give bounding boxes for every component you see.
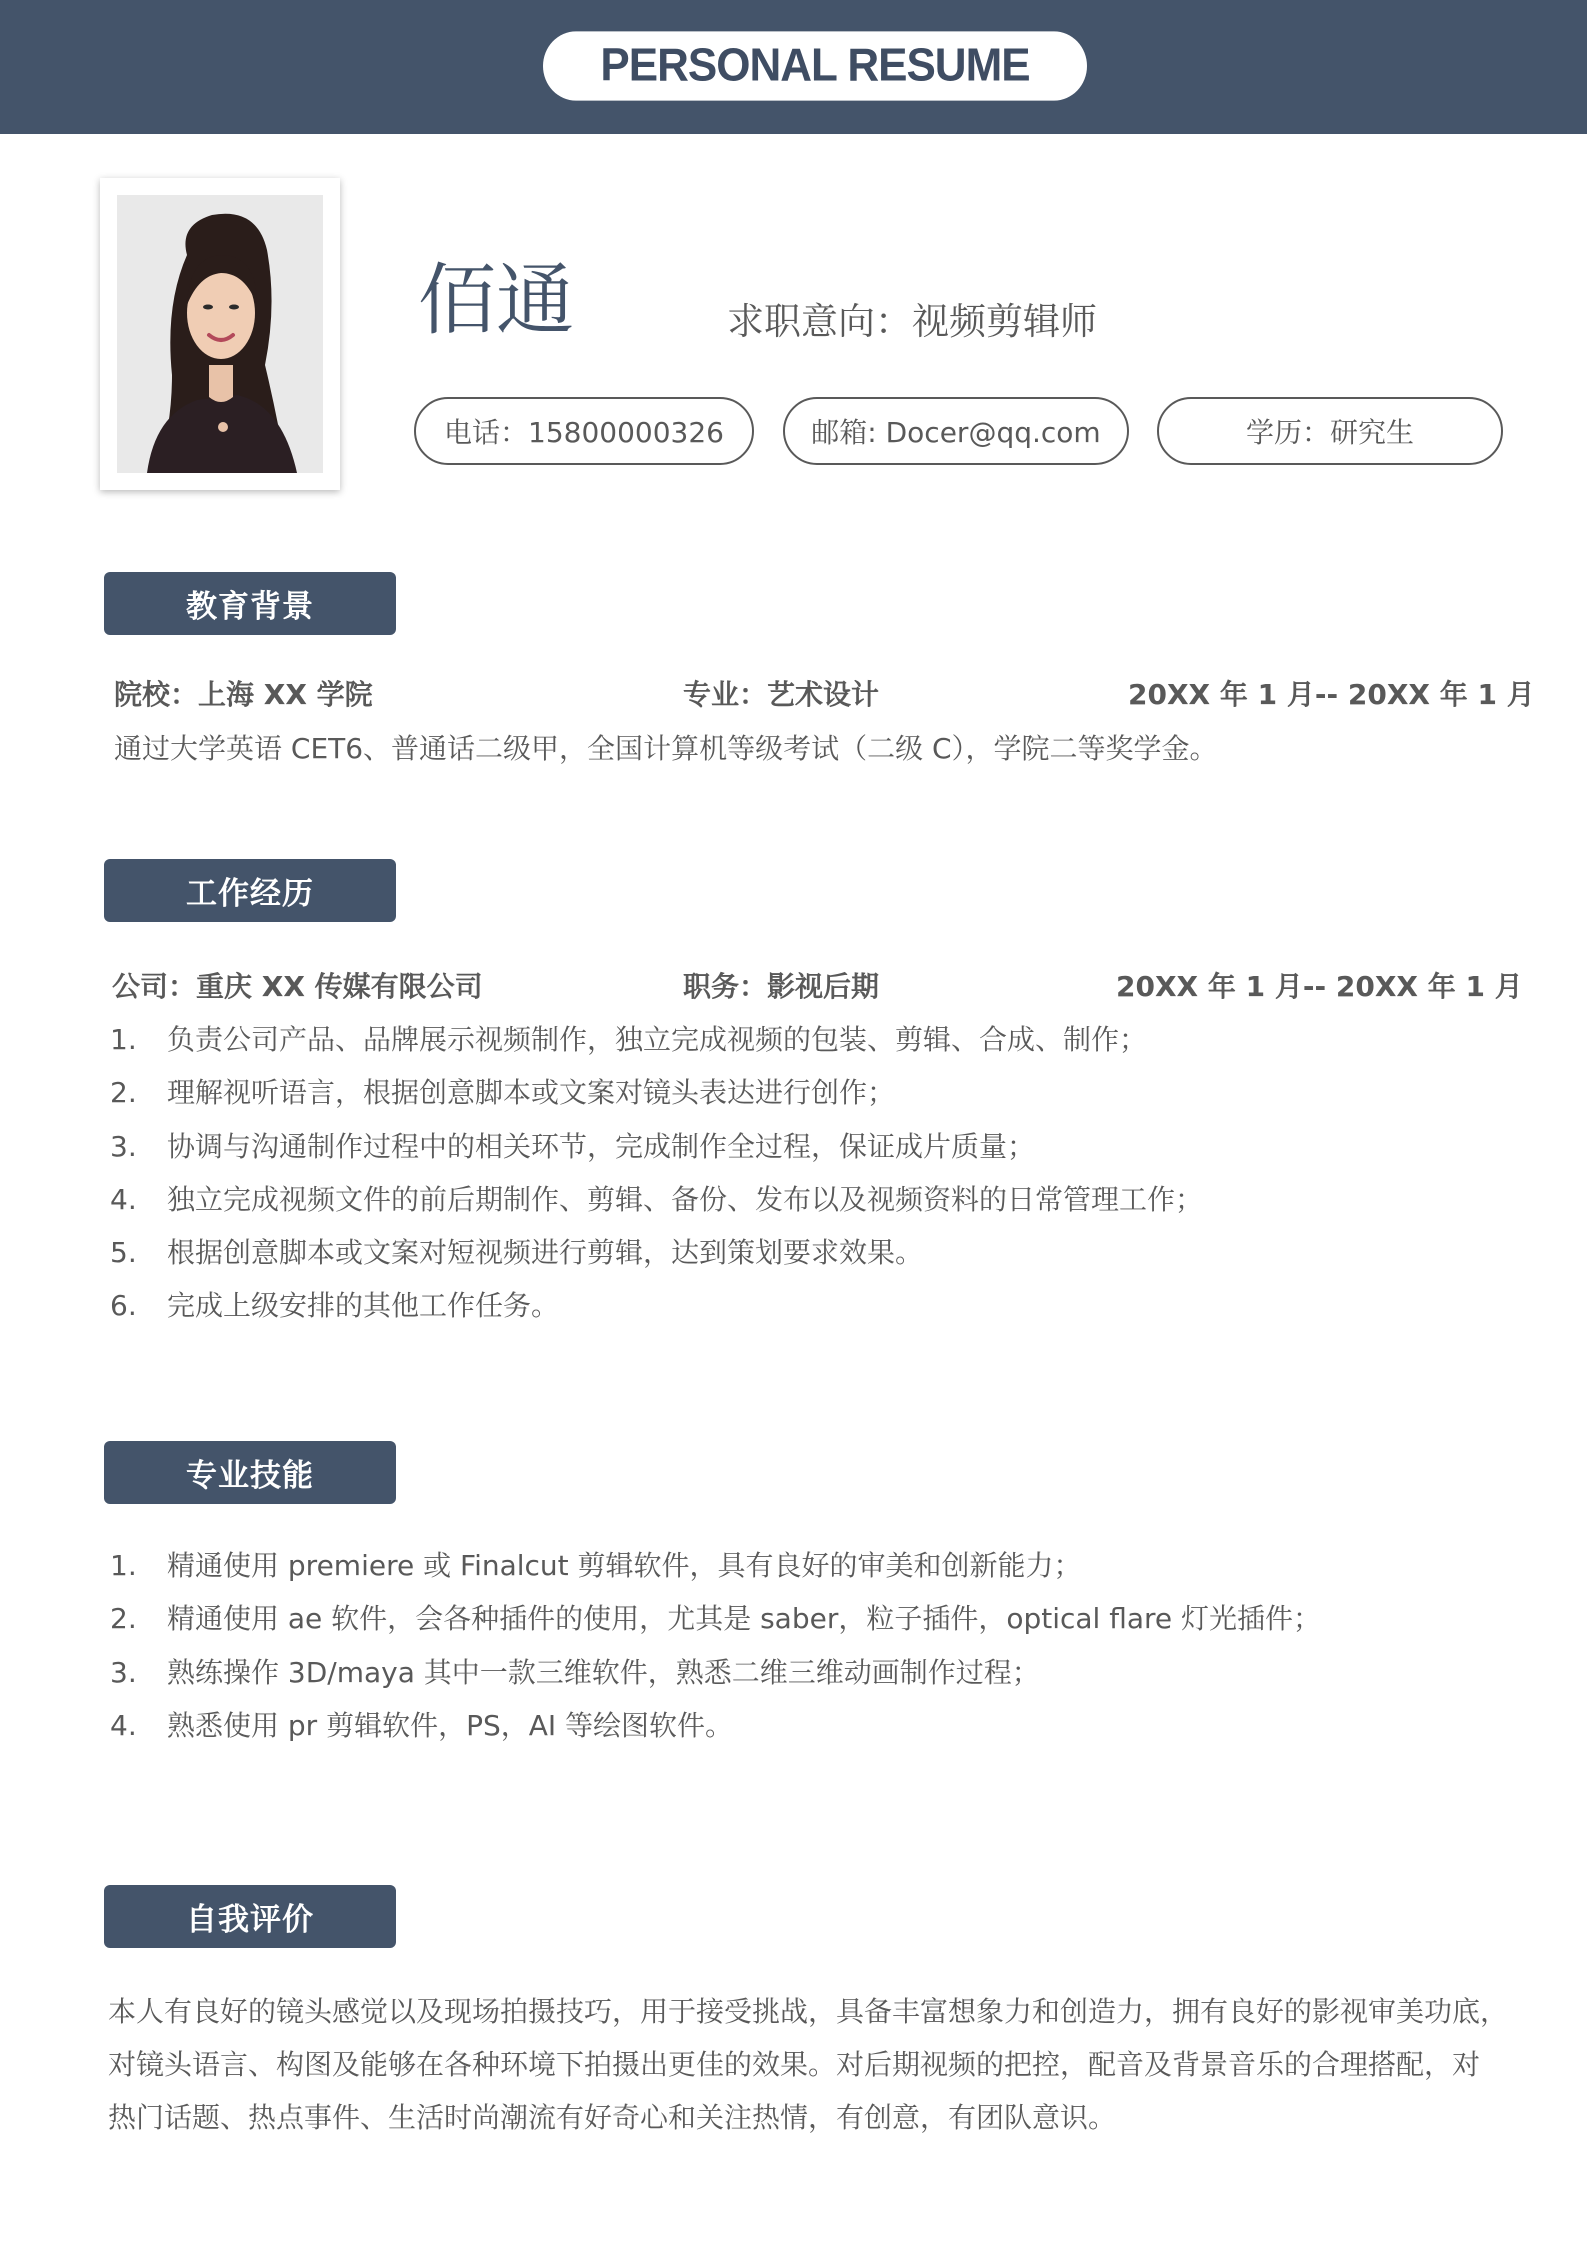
- list-number: 2.: [110, 1602, 137, 1636]
- list-text: 负责公司产品、品牌展示视频制作，独立完成视频的包装、剪辑、合成、制作；: [167, 1023, 1148, 1056]
- list-text: 根据创意脚本或文案对短视频进行剪辑，达到策划要求效果。: [167, 1236, 924, 1270]
- list-text: 熟悉使用 pr 剪辑软件，PS，AI 等绘图软件。: [167, 1708, 734, 1742]
- candidate-name: 佰通: [418, 256, 575, 346]
- list-text: 熟练操作 3D/maya 其中一款三维软件，熟悉二维三维动画制作过程；: [167, 1655, 1040, 1689]
- resume-title: PERSONAL RESUME: [543, 31, 1087, 100]
- section-work-heading: 工作经历: [104, 859, 396, 922]
- work-period: 20XX 年 1 月-- 20XX 年 1 月: [1116, 970, 1523, 1003]
- portrait-photo: [117, 195, 323, 473]
- list-number: 1.: [110, 1549, 137, 1582]
- list-number: 4.: [110, 1708, 137, 1742]
- portrait-frame: [100, 178, 340, 490]
- list-text: 精通使用 premiere 或 Finalcut 剪辑软件，具有良好的审美和创新能力；: [167, 1549, 1082, 1582]
- work-company: 公司：重庆 XX 传媒有限公司: [112, 970, 483, 1003]
- list-text: 理解视听语言，根据创意脚本或文案对镜头表达进行创作；: [167, 1076, 896, 1110]
- section-self-eval-heading: 自我评价: [104, 1885, 396, 1948]
- section-education-heading: 教育背景: [104, 572, 396, 635]
- list-number: 3.: [110, 1129, 137, 1163]
- self-eval-line: 本人有良好的镜头感觉以及现场拍摄技巧，用于接受挑战，具备丰富想象力和创造力，拥有良好的影视审美功底，: [108, 1995, 1509, 2028]
- list-number: 4.: [110, 1182, 137, 1216]
- list-number: 2.: [110, 1076, 137, 1110]
- phone-pill: 电话：15800000326: [414, 397, 754, 465]
- education-major: 专业：艺术设计: [683, 678, 880, 711]
- degree-pill: 学历：研究生: [1157, 397, 1503, 465]
- job-intent: 求职意向：视频剪辑师: [727, 300, 1097, 343]
- self-eval-paragraph: [108, 1985, 1508, 2144]
- list-text: 完成上级安排的其他工作任务。: [167, 1289, 560, 1323]
- self-eval-line: 热门话题、热点事件、生活时尚潮流有好奇心和关注热情，有创意，有团队意识。: [108, 2101, 1117, 2134]
- education-detail: 通过大学英语 CET6、普通话二级甲，全国计算机等级考试（二级 C），学院二等奖学金。: [114, 732, 1218, 765]
- work-position: 职务：影视后期: [683, 970, 880, 1003]
- education-school: 院校：上海 XX 学院: [114, 678, 373, 711]
- list-text: 精通使用 ae 软件，会各种插件的使用，尤其是 saber，粒子插件，optical flare 灯光插件；: [167, 1602, 1322, 1636]
- list-number: 1.: [110, 1023, 137, 1056]
- education-period: 20XX 年 1 月-- 20XX 年 1 月: [1128, 678, 1535, 711]
- list-text: 协调与沟通制作过程中的相关环节，完成制作全过程，保证成片质量；: [167, 1129, 1036, 1163]
- list-number: 6.: [110, 1289, 137, 1323]
- list-number: 5.: [110, 1236, 137, 1270]
- email-pill: 邮箱: Docer@qq.com: [783, 397, 1129, 465]
- self-eval-line: 对镜头语言、构图及能够在各种环境下拍摄出更佳的效果。对后期视频的把控，配音及背景音乐的合理搭配，对: [108, 2048, 1481, 2081]
- list-text: 独立完成视频文件的前后期制作、剪辑、备份、发布以及视频资料的日常管理工作；: [167, 1182, 1204, 1216]
- section-skills-heading: 专业技能: [104, 1441, 396, 1504]
- list-number: 3.: [110, 1655, 137, 1689]
